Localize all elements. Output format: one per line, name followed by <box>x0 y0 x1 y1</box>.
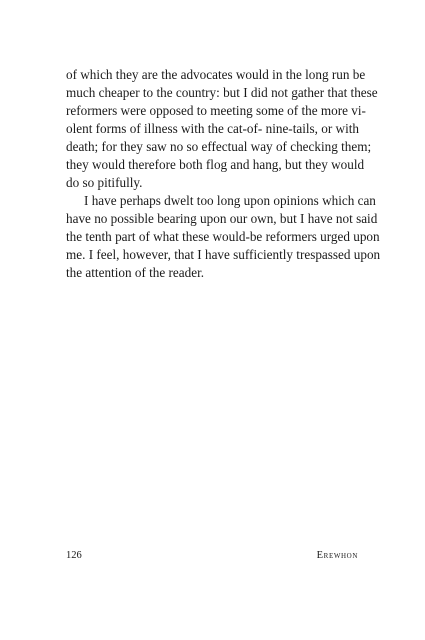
text-line: I have perhaps dwelt too long upon opinions which can <box>84 193 376 208</box>
page-footer <box>66 550 358 566</box>
body-text <box>66 66 381 282</box>
page-number: 126 <box>66 550 82 561</box>
text-line: they would therefore both flog and hang, but they would <box>66 157 365 172</box>
running-head: Erewhon <box>316 550 358 561</box>
text-line: olent forms of illness with the cat-of- nine-tails, or with <box>66 121 359 136</box>
text-line: have no possible bearing upon our own, but I have not said <box>66 211 378 226</box>
paragraph <box>66 192 381 282</box>
text-line: death; for they saw no so effectual way of checking them; <box>66 139 372 154</box>
paragraph <box>66 66 378 192</box>
text-line: do so pitifully. <box>66 175 143 190</box>
text-line: me. I feel, however, that I have sufficiently trespassed upon <box>66 247 381 262</box>
text-line: the attention of the reader. <box>66 265 205 280</box>
text-line: reformers were opposed to meeting some of the more vi- <box>66 103 366 118</box>
text-line: the tenth part of what these would-be reformers urged upon <box>66 229 380 244</box>
text-line: much cheaper to the country: but I did not gather that these <box>66 85 378 100</box>
text-line: of which they are the advocates would in the long run be <box>66 67 366 82</box>
